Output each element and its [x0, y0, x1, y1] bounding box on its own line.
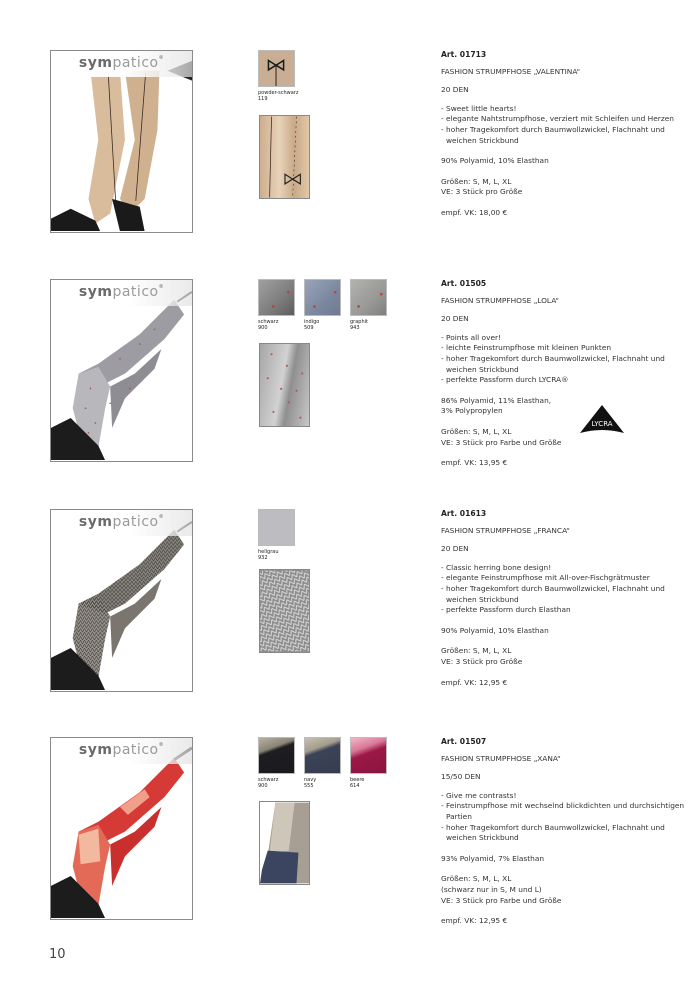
swatch-schwarz[interactable]: schwarz 900	[258, 279, 295, 331]
page-number: 10	[49, 947, 66, 962]
retail-price: empf. VK: 13,95 €	[441, 458, 508, 468]
product-photo	[50, 737, 193, 920]
packing-unit: VE: 3 Stück pro Größe	[441, 187, 523, 197]
sizes: Größen: S, M, L, XL	[441, 176, 512, 186]
product-title: FASHION STRUMPFHOSE „LOLA“	[441, 295, 560, 305]
product-photo	[50, 50, 193, 233]
feature-bullet: - elegante Feinstrumpfhose mit All-over-Fischgrätmuster	[441, 573, 650, 583]
swatch-schwarz[interactable]: schwarz 900	[258, 737, 295, 789]
material: 86% Polyamid, 11% Elasthan,	[441, 395, 552, 405]
color-swatches	[258, 279, 387, 331]
sympatico-logo: sympatico®	[78, 55, 165, 71]
article-number: Art. 01713	[441, 50, 487, 59]
sizes: Größen: S, M, L, XL	[441, 874, 512, 884]
feature-bullet: - perfekte Passform durch LYCRA®	[441, 375, 569, 385]
sympatico-logo: sympatico®	[78, 284, 165, 300]
svg-text:LYCRA: LYCRA	[591, 420, 613, 428]
denier: 15/50 DEN	[441, 772, 481, 782]
legs-illustration	[51, 51, 192, 231]
material: 93% Polyamid, 7% Elasthan	[441, 853, 545, 863]
article-number: Art. 01505	[441, 279, 487, 288]
feature-bullet: - hoher Tragekomfort durch Baumwollzwickel, Flachnaht und weichen Strickbund	[441, 822, 665, 843]
product-info	[441, 509, 691, 688]
feature-bullet: - elegante Nahtstrumpfhose, verziert mit Schleifen und Herzen	[441, 114, 674, 124]
material: 90% Polyamid, 10% Elasthan	[441, 156, 549, 166]
swatch-navy[interactable]: navy 555	[304, 737, 341, 789]
feature-bullet: - Points all over!	[441, 332, 501, 342]
swatch-hellgrau[interactable]: hellgrau 932	[258, 509, 295, 561]
denier: 20 DEN	[441, 314, 469, 324]
packing-unit: VE: 3 Stück pro Farbe und Größe	[441, 895, 562, 905]
product-valentina	[0, 50, 700, 275]
feature-bullet: - Classic herring bone design!	[441, 562, 552, 572]
feature-bullet: - Give me contrasts!	[441, 790, 517, 800]
product-title: FASHION STRUMPFHOSE „VALENTINA“	[441, 66, 581, 76]
sizes: Größen: S, M, L, XL	[441, 646, 512, 656]
product-xana	[0, 737, 700, 962]
sympatico-logo: sympatico®	[78, 514, 165, 530]
feature-bullet: - perfekte Passform durch Elasthan	[441, 605, 571, 615]
denier: 20 DEN	[441, 544, 469, 554]
product-photo	[50, 509, 193, 692]
legs-illustration	[51, 738, 192, 918]
detail-photo	[259, 115, 310, 199]
packing-unit: VE: 3 Stück pro Größe	[441, 656, 523, 666]
feature-bullet: - hoher Tragekomfort durch Baumwollzwickel, Flachnaht und weichen Strickbund	[441, 353, 665, 374]
sizes-note: (schwarz nur in S, M und L)	[441, 884, 542, 894]
detail-photo	[259, 343, 310, 427]
product-title: FASHION STRUMPFHOSE „XANA“	[441, 753, 561, 763]
lycra-logo-icon	[578, 403, 626, 437]
product-lola	[0, 279, 700, 504]
swatch-beere[interactable]: beere 614	[350, 737, 387, 789]
product-franca	[0, 509, 700, 734]
detail-photo	[259, 801, 310, 885]
sizes: Größen: S, M, L, XL	[441, 426, 512, 436]
retail-price: empf. VK: 18,00 €	[441, 207, 508, 217]
article-number: Art. 01507	[441, 737, 487, 746]
color-swatches	[258, 737, 387, 789]
material: 3% Polypropylen	[441, 406, 503, 416]
feature-bullet: - leichte Feinstrumpfhose mit kleinen Punkten	[441, 343, 612, 353]
sympatico-logo: sympatico®	[78, 742, 165, 758]
bow-swatch-icon	[258, 50, 295, 87]
article-number: Art. 01613	[441, 509, 487, 518]
detail-photo	[259, 569, 310, 653]
legs-illustration	[51, 280, 192, 460]
feature-bullet: - hoher Tragekomfort durch Baumwollzwickel, Flachnaht und weichen Strickbund	[441, 124, 665, 145]
legs-illustration	[51, 510, 192, 690]
feature-bullet: - hoher Tragekomfort durch Baumwollzwickel, Flachnaht und weichen Strickbund	[441, 583, 665, 604]
swatch-powder-schwarz[interactable]: powder-schwarz 119	[258, 50, 295, 102]
packing-unit: VE: 3 Stück pro Farbe und Größe	[441, 437, 562, 447]
retail-price: empf. VK: 12,95 €	[441, 677, 508, 687]
color-swatches	[258, 509, 295, 561]
retail-price: empf. VK: 12,95 €	[441, 916, 508, 926]
material: 90% Polyamid, 10% Elasthan	[441, 625, 549, 635]
product-photo	[50, 279, 193, 462]
product-info	[441, 737, 691, 927]
product-title: FASHION STRUMPFHOSE „FRANCA“	[441, 525, 570, 535]
color-swatches	[258, 50, 299, 102]
product-info	[441, 50, 691, 219]
feature-bullet: - Sweet little hearts!	[441, 103, 517, 113]
product-info	[441, 279, 691, 469]
denier: 20 DEN	[441, 85, 469, 95]
swatch-graphit[interactable]: graphit 943	[350, 279, 387, 331]
feature-bullet: - Feinstrumpfhose mit wechselnd blickdichten und durchsichtigen Partien	[441, 801, 685, 821]
swatch-indigo[interactable]: indigo 509	[304, 279, 341, 331]
